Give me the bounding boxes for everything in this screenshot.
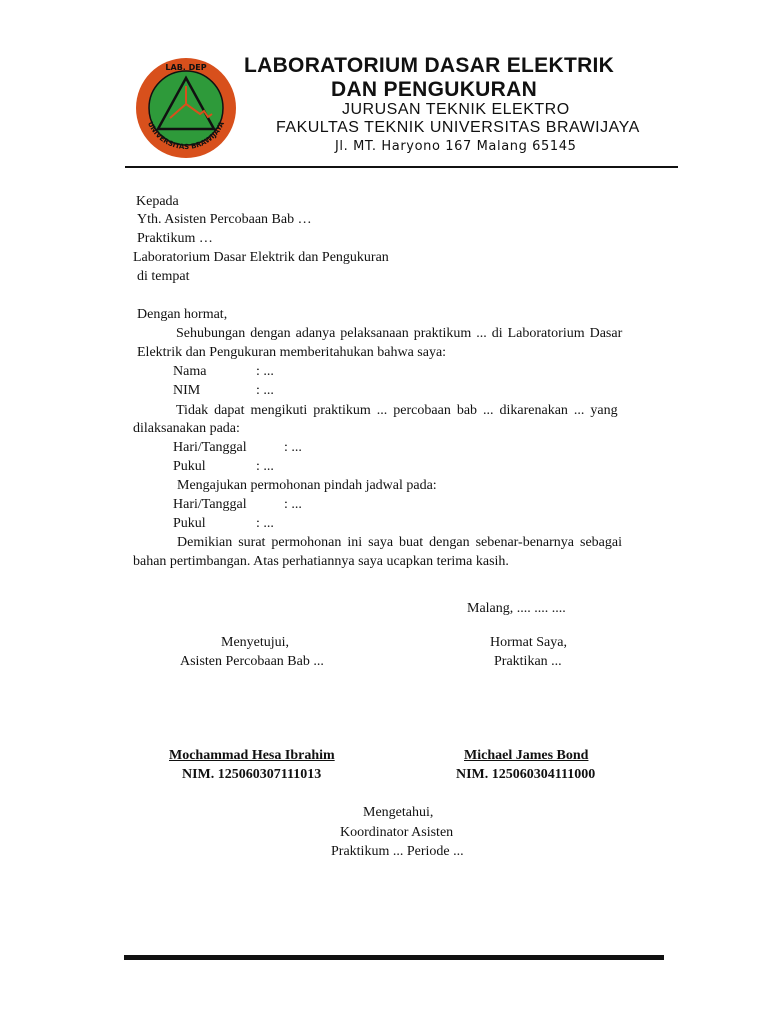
logo-bottom-text: UNIVERSITAS BRAWIJAYA	[145, 120, 227, 152]
address: Jl. MT. Haryono 167 Malang 65145	[335, 139, 577, 154]
approver-name: Mochammad Hesa Ibrahim	[169, 748, 335, 763]
logo-top-text: LAB. DEP	[165, 63, 207, 72]
acknowledge-line3: Praktikum ... Periode ...	[331, 844, 464, 859]
applicant-line1: Hormat Saya,	[490, 635, 567, 650]
absence-line1: Tidak dapat mengikuti praktikum ... percobaan bab ... dikarenakan ... yang	[176, 403, 618, 418]
faculty: FAKULTAS TEKNIK UNIVERSITAS BRAWIJAYA	[276, 119, 640, 136]
request-line: Mengajukan permohonan pindah jadwal pada:	[177, 478, 437, 493]
applicant-nim: NIM. 125060304111000	[456, 767, 596, 782]
lab-title-line1: LABORATORIUM DASAR ELEKTRIK	[244, 54, 615, 77]
lab-logo	[134, 56, 238, 160]
closing-line2: bahan pertimbangan. Atas perhatiannya saya ucapkan terima kasih.	[133, 554, 509, 569]
lab-title-line2: DAN PENGUKURAN	[331, 78, 538, 101]
approver-line2: Asisten Percobaan Bab ...	[180, 654, 324, 669]
field-value: : ...	[256, 516, 274, 531]
acknowledge-line1: Mengetahui,	[363, 805, 434, 820]
acknowledge-line2: Koordinator Asisten	[340, 825, 454, 840]
absence-line2: dilaksanakan pada:	[133, 421, 240, 436]
field-label: Hari/Tanggal	[173, 497, 247, 512]
field-value: : ...	[256, 383, 274, 398]
closing-line1: Demikian surat permohonan ini saya buat dengan sebenar-benarnya sebagai	[177, 535, 623, 550]
intro-line1: Sehubungan dengan adanya pelaksanaan praktikum ... di Laboratorium Dasar	[176, 326, 623, 341]
field-label: Nama	[173, 364, 207, 379]
recipient-praktikum: Praktikum …	[137, 231, 213, 246]
header-divider	[125, 166, 678, 168]
recipient-to: Kepada	[136, 194, 179, 209]
applicant-line2: Praktikan ...	[494, 654, 562, 669]
recipient-lab: Laboratorium Dasar Elektrik dan Pengukuran	[133, 250, 389, 265]
place-date: Malang, .... .... ....	[467, 601, 566, 616]
field-label: Pukul	[173, 459, 206, 474]
department: JURUSAN TEKNIK ELEKTRO	[342, 101, 570, 118]
field-value: : ...	[256, 364, 274, 379]
recipient-place: di tempat	[137, 269, 190, 284]
field-label: NIM	[173, 383, 201, 398]
field-label: Hari/Tanggal	[173, 440, 247, 455]
field-value: : ...	[284, 440, 302, 455]
intro-line2: Elektrik dan Pengukuran memberitahukan bahwa saya:	[137, 345, 447, 360]
footer-divider	[124, 955, 664, 960]
applicant-name: Michael James Bond	[464, 748, 589, 763]
approver-line1: Menyetujui,	[221, 635, 290, 650]
field-value: : ...	[284, 497, 302, 512]
approver-nim: NIM. 125060307111013	[182, 767, 322, 782]
field-value: : ...	[256, 459, 274, 474]
recipient-yth: Yth. Asisten Percobaan Bab …	[137, 212, 312, 227]
field-label: Pukul	[173, 516, 206, 531]
greeting: Dengan hormat,	[137, 307, 228, 322]
